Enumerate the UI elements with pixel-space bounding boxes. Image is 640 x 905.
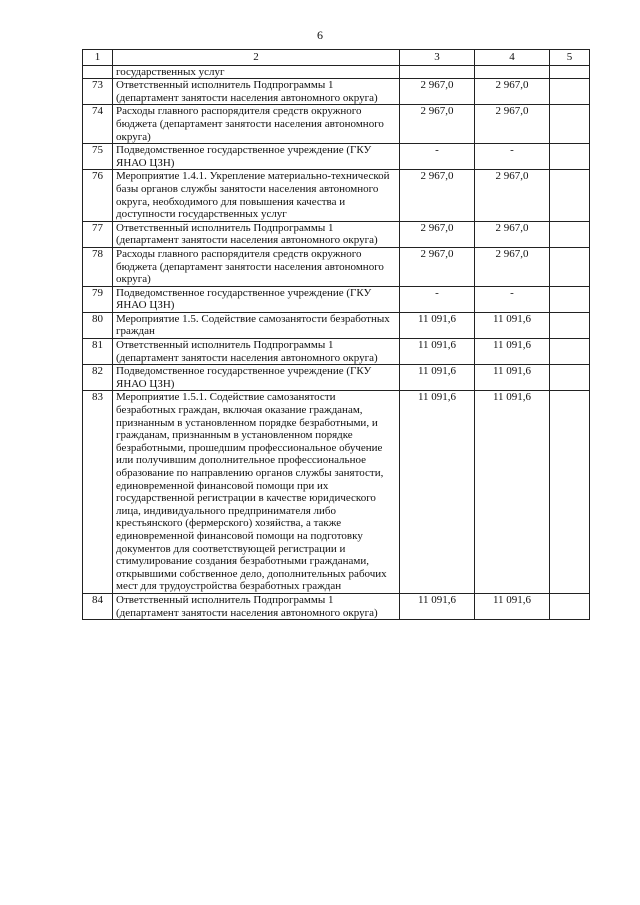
table-row xyxy=(83,391,590,594)
row-col5-value-cell xyxy=(550,221,590,247)
row-col5-value-cell xyxy=(550,365,590,391)
row-number-cell: 78 xyxy=(83,247,113,286)
row-col3-value-cell: 11 091,6 xyxy=(400,391,475,594)
row-col5-value-cell xyxy=(550,105,590,144)
row-col5-value-cell xyxy=(550,65,590,79)
row-description-cell: Ответственный исполнитель Подпрограммы 1 (департамент занятости населения автономного округа) xyxy=(113,593,400,619)
row-number-cell: 75 xyxy=(83,144,113,170)
budget-table xyxy=(82,49,590,620)
header-col-1: 1 xyxy=(83,50,113,66)
row-number-cell: 74 xyxy=(83,105,113,144)
row-description-cell: Расходы главного распорядителя средств окружного бюджета (департамент занятости населения автономного округа) xyxy=(113,247,400,286)
row-description-cell: Подведомственное государственное учреждение (ГКУ ЯНАО ЦЗН) xyxy=(113,365,400,391)
row-col5-value-cell xyxy=(550,79,590,105)
row-col4-value-cell: - xyxy=(475,144,550,170)
row-col4-value-cell: 2 967,0 xyxy=(475,221,550,247)
row-col4-value-cell: 2 967,0 xyxy=(475,170,550,221)
row-col5-value-cell xyxy=(550,391,590,594)
table-row xyxy=(83,247,590,286)
row-description-cell: Подведомственное государственное учреждение (ГКУ ЯНАО ЦЗН) xyxy=(113,144,400,170)
row-number-cell: 84 xyxy=(83,593,113,619)
row-col3-value-cell xyxy=(400,65,475,79)
row-col5-value-cell xyxy=(550,286,590,312)
row-number-cell: 83 xyxy=(83,391,113,594)
row-col3-value-cell: 11 091,6 xyxy=(400,365,475,391)
row-number-cell: 77 xyxy=(83,221,113,247)
row-col4-value-cell xyxy=(475,65,550,79)
row-number-cell xyxy=(83,65,113,79)
row-description-cell: государственных услуг xyxy=(113,65,400,79)
table-row xyxy=(83,65,590,79)
row-col4-value-cell: 2 967,0 xyxy=(475,247,550,286)
row-col3-value-cell: - xyxy=(400,144,475,170)
row-col4-value-cell: 11 091,6 xyxy=(475,391,550,594)
row-number-cell: 79 xyxy=(83,286,113,312)
row-col3-value-cell: - xyxy=(400,286,475,312)
row-col4-value-cell: 11 091,6 xyxy=(475,365,550,391)
row-col5-value-cell xyxy=(550,247,590,286)
page-number: 6 xyxy=(317,28,323,42)
row-col5-value-cell xyxy=(550,144,590,170)
row-number-cell: 80 xyxy=(83,312,113,338)
row-number-cell: 73 xyxy=(83,79,113,105)
row-description-cell: Ответственный исполнитель Подпрограммы 1 (департамент занятости населения автономного округа) xyxy=(113,79,400,105)
table-row xyxy=(83,312,590,338)
row-col5-value-cell xyxy=(550,170,590,221)
row-col4-value-cell: 11 091,6 xyxy=(475,312,550,338)
row-col5-value-cell xyxy=(550,339,590,365)
row-col3-value-cell: 11 091,6 xyxy=(400,339,475,365)
table-header-row xyxy=(83,50,590,66)
table-row xyxy=(83,170,590,221)
row-col4-value-cell: 2 967,0 xyxy=(475,105,550,144)
row-description-cell: Ответственный исполнитель Подпрограммы 1 (департамент занятости населения автономного округа) xyxy=(113,221,400,247)
header-col-4: 4 xyxy=(475,50,550,66)
header-col-3: 3 xyxy=(400,50,475,66)
row-col4-value-cell: 2 967,0 xyxy=(475,79,550,105)
table-row xyxy=(83,365,590,391)
table-body xyxy=(83,65,590,620)
row-description-cell: Расходы главного распорядителя средств окружного бюджета (департамент занятости населения автономного округа) xyxy=(113,105,400,144)
table-row xyxy=(83,79,590,105)
table-row xyxy=(83,286,590,312)
row-col5-value-cell xyxy=(550,593,590,619)
row-number-cell: 76 xyxy=(83,170,113,221)
row-col3-value-cell: 2 967,0 xyxy=(400,247,475,286)
table-row xyxy=(83,593,590,619)
header-col-2: 2 xyxy=(113,50,400,66)
row-description-cell: Мероприятие 1.4.1. Укрепление материально-технической базы органов службы занятости населения автономного округа, необходимого для повышения качества и доступности государственных услуг xyxy=(113,170,400,221)
row-col3-value-cell: 2 967,0 xyxy=(400,105,475,144)
table-row xyxy=(83,339,590,365)
row-col5-value-cell xyxy=(550,312,590,338)
table-row xyxy=(83,144,590,170)
header-col-5: 5 xyxy=(550,50,590,66)
row-description-cell: Мероприятие 1.5. Содействие самозанятости безработных граждан xyxy=(113,312,400,338)
row-col4-value-cell: - xyxy=(475,286,550,312)
row-col3-value-cell: 2 967,0 xyxy=(400,221,475,247)
row-number-cell: 81 xyxy=(83,339,113,365)
row-col3-value-cell: 11 091,6 xyxy=(400,312,475,338)
table-row xyxy=(83,105,590,144)
row-col3-value-cell: 11 091,6 xyxy=(400,593,475,619)
row-col4-value-cell: 11 091,6 xyxy=(475,339,550,365)
table-row xyxy=(83,221,590,247)
row-number-cell: 82 xyxy=(83,365,113,391)
row-col4-value-cell: 11 091,6 xyxy=(475,593,550,619)
row-description-cell: Мероприятие 1.5.1. Содействие самозанятости безработных граждан, включая оказание гражданам, признанным в установленном порядке безработными, и гражданам, признанным в установленном порядке безработными, прошедшим профессиональное обучение или получившим дополнительное профессиональное образование по направлению органов службы занятости, единовременной финансовой помощи при их государственной регистрации в качестве юридического лица, индивидуального предпринимателя либо крестьянского (фермерского) хозяйства, а также единовременной финансовой помощи на подготовку документов для соответствующей регистрации и стимулирование создания безработными гражданами, открывшими собственное дело, дополнительных рабочих мест для трудоустройства безработных граждан xyxy=(113,391,400,594)
row-description-cell: Ответственный исполнитель Подпрограммы 1 (департамент занятости населения автономного округа) xyxy=(113,339,400,365)
row-col3-value-cell: 2 967,0 xyxy=(400,170,475,221)
row-col3-value-cell: 2 967,0 xyxy=(400,79,475,105)
row-description-cell: Подведомственное государственное учреждение (ГКУ ЯНАО ЦЗН) xyxy=(113,286,400,312)
